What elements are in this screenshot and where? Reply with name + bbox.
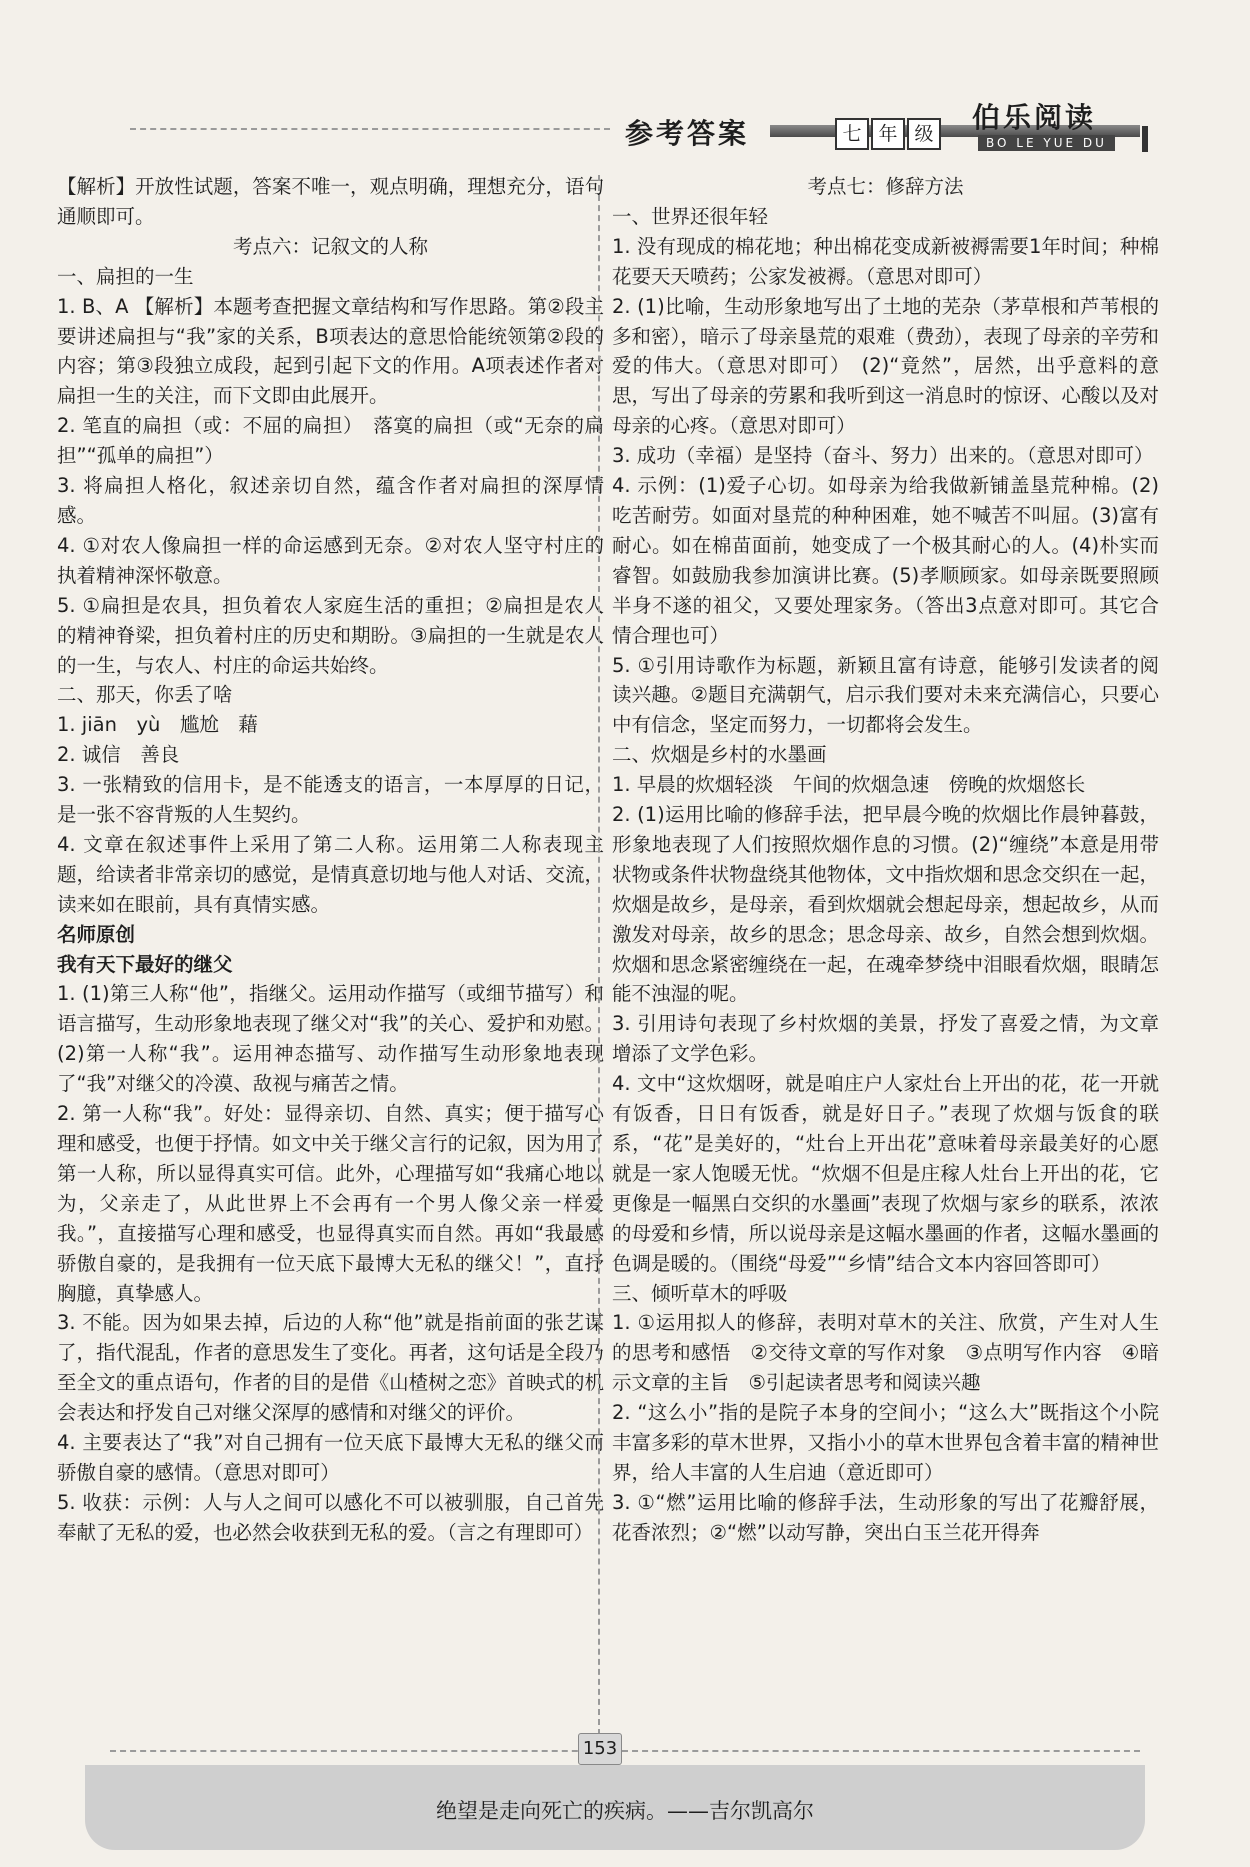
section-heading: 三、倾听草木的呼吸 bbox=[612, 1281, 788, 1305]
answer-paragraph: 2. (1)比喻，生动形象地写出了土地的芜杂（茅草根和芦苇根的多和密），暗示了母亲垦荒的艰难（费劲），表现了母亲的辛劳和爱的伟大。（意思对即可） (2)“竟然”，居然，出乎意料的意思，写出了母亲的劳累和我听到这一消息时的惊讶、心酸以及对母亲的心疼。（意思对即可） bbox=[612, 294, 1159, 438]
section-heading: 二、炊烟是乡村的水墨画 bbox=[612, 743, 827, 767]
answer-paragraph: 2. 第一人称“我”。好处：显得亲切、自然、真实；便于描写心理和感受，也便于抒情。如文中关于继父言行的记叙，因为用了第一人称，所以显得真实可信。此外，心理描写如“我痛心地以为，父亲走了，从此世界上不会再有一个男人像父亲一样爱我。”，直接描写心理和感受，也显得真实而自然。再如“我最感骄傲自豪的，是我拥有一位天底下最博大无私的继父！”，直抒胸臆，真挚感人。 bbox=[57, 1102, 604, 1305]
footer-dashed-line bbox=[110, 1750, 1140, 1752]
grade-char: 七 bbox=[835, 118, 869, 150]
answer-paragraph: 1. B、A 【解析】本题考查把握文章结构和写作思路。第②段主要讲述扁担与“我”家的关系，B项表达的意思恰能统领第②段的内容；第③段独立成段，起到引起下文的作用。A项表述作者对扁担一生的关注，而下文即由此展开。 bbox=[57, 294, 604, 408]
answer-paragraph: 4. ①对农人像扁担一样的命运感到无奈。②对农人坚守村庄的执着精神深怀敬意。 bbox=[57, 533, 604, 587]
answer-paragraph: 1. jiān yù 尴尬 藉 bbox=[57, 713, 258, 737]
section-label: 参考答案 bbox=[625, 117, 750, 150]
answer-paragraph: 1. (1)第三人称“他”，指继父。运用动作描写（或细节描写）和语言描写，生动形象地表现了继父对“我”的关心、爱护和劝慰。(2)第一人称“我”。运用神态描写、动作描写生动形象地表现了“我”对继父的冷漠、敌视与痛苦之情。 bbox=[57, 982, 604, 1096]
page-header bbox=[0, 0, 1250, 160]
answer-paragraph: 3. 成功（幸福）是坚持（奋斗、努力）出来的。（意思对即可） bbox=[612, 444, 1154, 468]
page-number: 153 bbox=[578, 1733, 622, 1765]
right-column bbox=[612, 172, 1159, 1548]
answer-paragraph: 1. 没有现成的棉花地；种出棉花变成新被褥需要1年时间；种棉花要天天喷药；公家发被褥。（意思对即可） bbox=[612, 234, 1159, 288]
topic-heading: 考点七：修辞方法 bbox=[807, 175, 964, 198]
footer-quote: 绝望是走向死亡的疾病。——吉尔凯高尔 bbox=[436, 1799, 814, 1823]
answer-paragraph: 5. 收获：示例：人与人之间可以感化不可以被驯服，自己首先奉献了无私的爱，也必然会收获到无私的爱。（言之有理即可） bbox=[57, 1490, 604, 1544]
section-heading: 一、扁担的一生 bbox=[57, 264, 194, 288]
answer-paragraph: 3. 不能。因为如果去掉，后边的人称“他”就是指前面的张艺谋了，指代混乱，作者的意思发生了变化。再者，这句话是全段乃至全文的重点语句，作者的目的是借《山楂树之恋》首映式的机会表达和抒发自己对继父深厚的感情和对继父的评价。 bbox=[57, 1311, 604, 1425]
section-heading: 我有天下最好的继父 bbox=[57, 952, 233, 976]
header-dashed-line bbox=[130, 128, 610, 130]
section-heading: 一、世界还很年轻 bbox=[612, 204, 769, 228]
section-heading: 二、那天，你丢了啥 bbox=[57, 683, 233, 707]
answer-paragraph: 3. ①“燃”运用比喻的修辞手法，生动形象的写出了花瓣舒展，花香浓烈；②“燃”以动写静，突出白玉兰花开得奔 bbox=[612, 1490, 1159, 1544]
answer-paragraph: 3. 一张精致的信用卡，是不能透支的语言，一本厚厚的日记，是一张不容背叛的人生契约。 bbox=[57, 773, 604, 827]
brand-title: 伯乐阅读 bbox=[972, 101, 1097, 134]
answer-paragraph: 2. “这么小”指的是院子本身的空间小；“这么大”既指这个小院丰富多彩的草木世界，又指小小的草木世界包含着丰富的精神世界，给人丰富的人生启迪（意近即可） bbox=[612, 1401, 1159, 1484]
grade-char: 级 bbox=[907, 118, 941, 150]
answer-paragraph: 4. 主要表达了“我”对自己拥有一位天底下最博大无私的继父而骄傲自豪的感情。（意思对即可） bbox=[57, 1431, 604, 1484]
answer-paragraph: 2. 笔直的扁担（或：不屈的扁担） 落寞的扁担（或“无奈的扁担”“孤单的扁担”） bbox=[57, 414, 604, 468]
left-column bbox=[57, 172, 604, 1548]
topic-heading: 考点六：记叙文的人称 bbox=[232, 234, 428, 258]
brand-subtitle: BO LE YUE DU bbox=[978, 135, 1115, 151]
answer-paragraph: 3. 将扁担人格化，叙述亲切自然，蕴含作者对扁担的深厚情感。 bbox=[57, 474, 604, 527]
answer-paragraph: 【解析】开放性试题，答案不唯一，观点明确，理想充分，语句通顺即可。 bbox=[57, 175, 604, 228]
grade-badge bbox=[835, 118, 943, 150]
answer-paragraph: 3. 引用诗句表现了乡村炊烟的美景，抒发了喜爱之情，为文章增添了文学色彩。 bbox=[612, 1012, 1159, 1066]
answer-paragraph: 4. 文中“这炊烟呀，就是咱庄户人家灶台上开出的花，花一开就有饭香，日日有饭香，就是好日子。”表现了炊烟与饭食的联系，“花”是美好的，“灶台上开出花”意味着母亲最美好的心愿就是一家人饱暖无忧。“炊烟不但是庄稼人灶台上开出的花，它更像是一幅黑白交织的水墨画”表现了炊烟与家乡的联系，浓浓的母爱和乡情，所以说母亲是这幅水墨画的作者，这幅水墨画的色调是暖的。（围绕“母爱”“乡情”结合文本内容回答即可） bbox=[612, 1072, 1159, 1275]
grade-char: 年 bbox=[871, 118, 905, 150]
answer-paragraph: 5. ①引用诗歌作为标题，新颖且富有诗意，能够引发读者的阅读兴趣。②题目充满朝气，启示我们要对未来充满信心，只要心中有信念，坚定而努力，一切都将会发生。 bbox=[612, 653, 1159, 737]
answer-paragraph: 2. 诚信 善良 bbox=[57, 743, 180, 767]
header-bar-end bbox=[1142, 126, 1148, 152]
answer-paragraph: 4. 示例：(1)爱子心切。如母亲为给我做新铺盖垦荒种棉。(2)吃苦耐劳。如面对垦荒的种种困难，她不喊苦不叫屈。(3)富有耐心。如在棉苗面前，她变成了一个极其耐心的人。(4)朴实而睿智。如鼓励我参加演讲比赛。(5)孝顺顾家。如母亲既要照顾半身不遂的祖父，又要处理家务。（答出3点意对即可。其它合情合理也可） bbox=[612, 474, 1159, 647]
column-divider bbox=[598, 175, 600, 1735]
answer-paragraph: 1. 早晨的炊烟轻淡 午间的炊烟急速 傍晚的炊烟悠长 bbox=[612, 773, 1086, 797]
answer-paragraph: 2. (1)运用比喻的修辞手法，把早晨今晚的炊烟比作晨钟暮鼓，形象地表现了人们按照炊烟作息的习惯。(2)“缠绕”本意是用带状物或条件状物盘绕其他物体，文中指炊烟和思念交织在一起，炊烟是故乡，是母亲，看到炊烟就会想起母亲，想起故乡，从而激发对母亲，故乡的思念；思念母亲、故乡，自然会想到炊烟。炊烟和思念紧密缠绕在一起，在魂牵梦绕中泪眼看炊烟，眼睛怎能不浊湿的呢。 bbox=[612, 803, 1159, 1006]
answer-paragraph: 5. ①扁担是农具，担负着农人家庭生活的重担；②扁担是农人的精神脊梁，担负着村庄的历史和期盼。③扁担的一生就是农人的一生，与农人、村庄的命运共始终。 bbox=[57, 593, 604, 677]
answer-paragraph: 4. 文章在叙述事件上采用了第二人称。运用第二人称表现主题，给读者非常亲切的感觉，是情真意切地与他人对话、交流，读来如在眼前，具有真情实感。 bbox=[57, 832, 604, 916]
answer-paragraph: 1. ①运用拟人的修辞，表明对草木的关注、欣赏，产生对人生的思考和感悟 ②交待文章的写作对象 ③点明写作内容 ④暗示文章的主旨 ⑤引起读者思考和阅读兴趣 bbox=[612, 1311, 1159, 1395]
section-heading: 名师原创 bbox=[57, 922, 136, 946]
